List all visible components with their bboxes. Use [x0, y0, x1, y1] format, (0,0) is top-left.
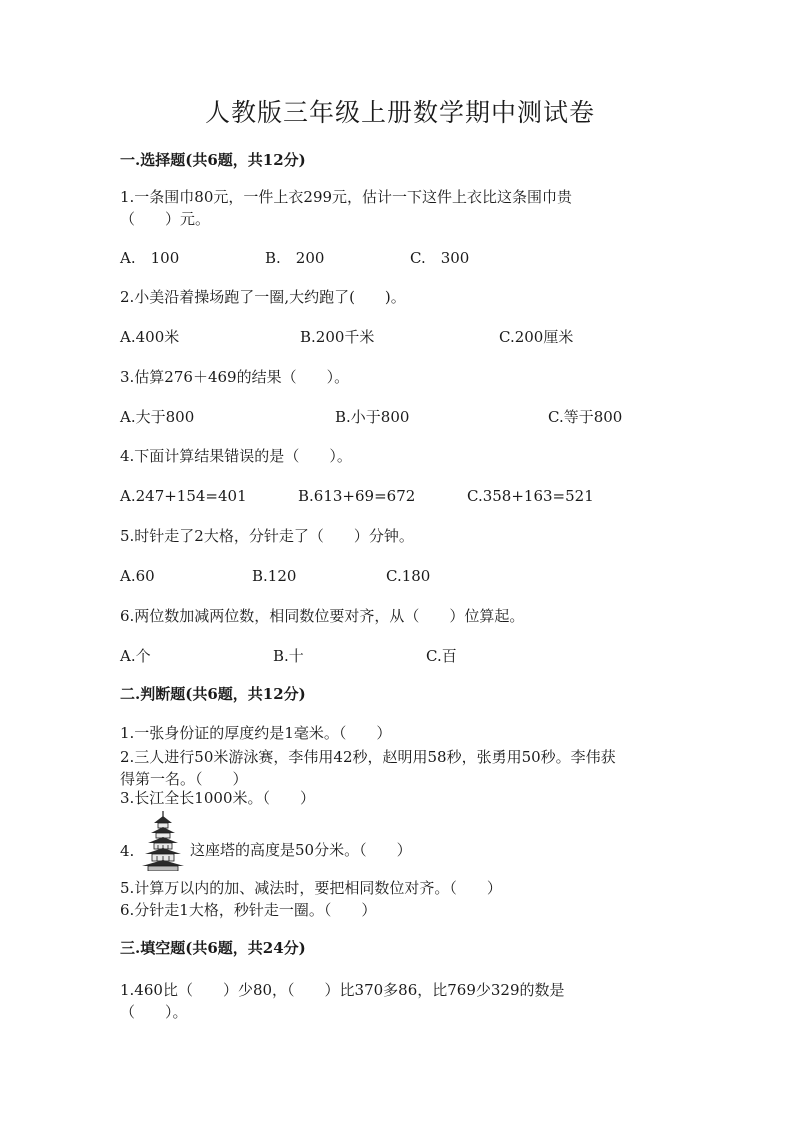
s1-q2-option-b: B.200千米	[300, 328, 375, 346]
s1-q2-option-c: C.200厘米	[499, 328, 574, 346]
s1-q1-option-a: A. 100	[120, 249, 180, 267]
s1-q5-text: 5.时针走了2大格，分针走了（ ）分钟。	[120, 527, 414, 545]
s1-q5-option-a: A.60	[120, 567, 155, 585]
s1-q2-text: 2.小美沿着操场跑了一圈,大约跑了( )。	[120, 288, 406, 306]
s1-q4-option-b: B.613+69=672	[298, 487, 416, 505]
s1-q6-text: 6.两位数加减两位数，相同数位要对齐，从（ ）位算起。	[120, 607, 525, 625]
s2-q2-text: 2.三人进行50米游泳赛，李伟用42秒，赵明用58秒，张勇用50秒。李伟获	[120, 748, 616, 766]
s1-q5-option-c: C.180	[386, 567, 431, 585]
s1-q3-option-c: C.等于800	[548, 408, 623, 426]
s1-q4-option-a: A.247+154=401	[120, 487, 247, 505]
s1-q3-text: 3.估算276＋469的结果（ ）。	[120, 368, 350, 386]
s1-q6-option-b: B.十	[273, 647, 304, 665]
s1-q4-text: 4.下面计算结果错误的是（ ）。	[120, 447, 352, 465]
s1-q1-text: 1.一条围巾80元，一件上衣299元，估计一下这件上衣比这条围巾贵	[120, 188, 573, 206]
section-2-heading: 二.判断题(共6题，共12分)	[120, 685, 306, 703]
s2-q4-number: 4.	[120, 842, 135, 860]
s2-q5-text: 5.计算万以内的加、减法时，要把相同数位对齐。（ ）	[120, 879, 502, 897]
s1-q6-option-a: A.个	[120, 647, 151, 665]
s1-q2-option-a: A.400米	[120, 328, 180, 346]
s1-q4-option-c: C.358+163=521	[467, 487, 594, 505]
s1-q3-option-a: A.大于800	[120, 408, 195, 426]
s2-q6-text: 6.分针走1大格，秒针走一圈。（ ）	[120, 901, 377, 919]
s2-q1-text: 1.一张身份证的厚度约是1毫米。（ ）	[120, 724, 392, 742]
s1-q6-option-c: C.百	[426, 647, 457, 665]
s1-q5-option-b: B.120	[252, 567, 297, 585]
section-1-heading: 一.选择题(共6题，共12分)	[120, 151, 306, 169]
s2-q3-text: 3.长江全长1000米。（ ）	[120, 789, 315, 807]
s3-q1-text-cont: （ ）。	[120, 1003, 188, 1021]
s1-q1-text-cont: （ ）元。	[120, 210, 211, 228]
pagoda-icon	[140, 811, 186, 871]
page-title: 人教版三年级上册数学期中测试卷	[204, 98, 595, 127]
s2-q2-text-cont: 得第一名。（ ）	[120, 770, 248, 788]
s1-q1-option-b: B. 200	[265, 249, 325, 267]
s2-q4-text: 这座塔的高度是50分米。（ ）	[190, 841, 412, 859]
s1-q3-option-b: B.小于800	[335, 408, 410, 426]
s3-q1-text: 1.460比（ ）少80，（ ）比370多86，比769少329的数是	[120, 981, 565, 999]
s1-q1-option-c: C. 300	[410, 249, 470, 267]
section-3-heading: 三.填空题(共6题，共24分)	[120, 939, 306, 957]
